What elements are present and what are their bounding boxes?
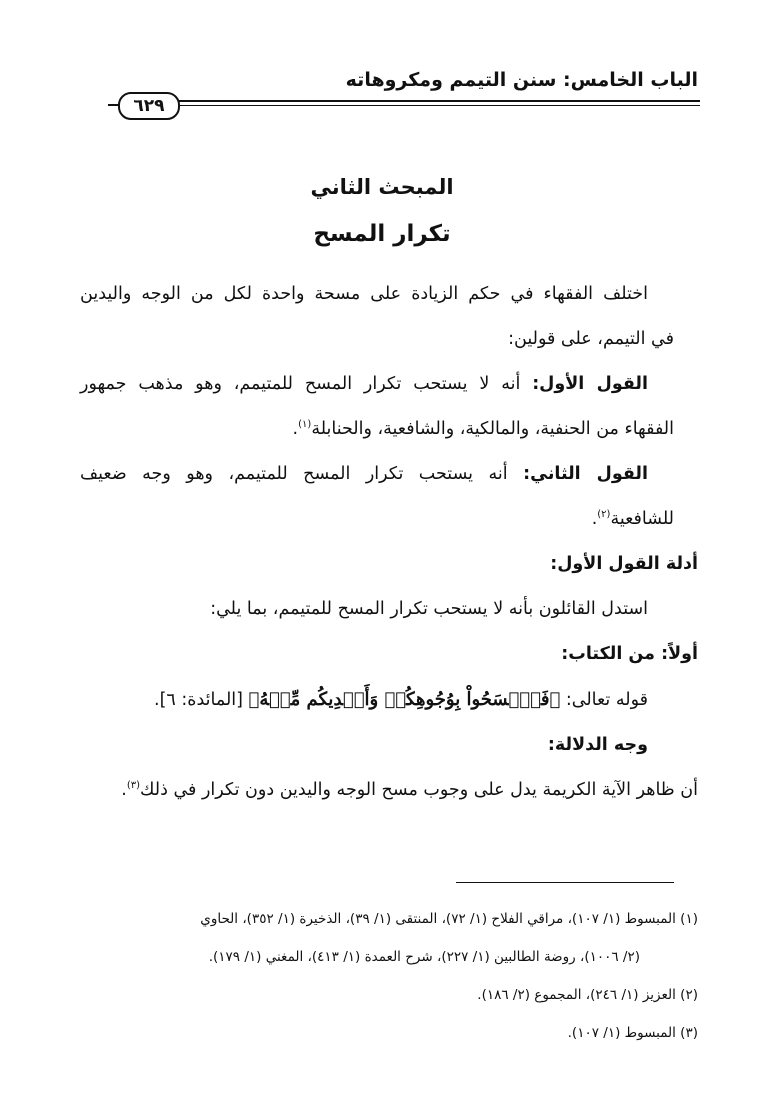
first-opinion-text-2: الفقهاء من الحنفية، والمالكية، والشافعية، والحنابلة	[311, 419, 674, 439]
second-opinion-line-2: للشافعية$^{(٢)}$.	[591, 509, 674, 529]
section-subtitle: تكرار المسح	[313, 221, 451, 247]
second-opinion-text-1: أنه يستحب تكرار المسح للمتيمم، وهو وجه ضعيف	[80, 464, 524, 484]
first-opinion-text-1: أنه لا يستحب تكرار المسح للمتيمم، وهو مذهب جمهور	[80, 374, 533, 394]
footnote-ref-3[interactable]: (٣)	[126, 780, 141, 792]
footnote-ref-2[interactable]: (٢)	[597, 509, 611, 521]
verse-line	[80, 677, 674, 723]
footnote-1-line-2: (٢/ ١٠٠٦)، روضة الطالبين (١/ ٢٢٧)، شرح العمدة (١/ ٤١٣)، المغني (١/ ١٧٩).	[208, 949, 640, 965]
quran-heading: أولاً: من الكتاب:	[561, 644, 698, 664]
inference-line: أن ظاهر الآية الكريمة يدل على وجوب مسح الوجه واليدين دون تكرار في ذلك$^{(٣)}$.	[121, 780, 698, 800]
page-number: ٦٢٩	[118, 92, 180, 120]
first-opinion-line-1	[80, 362, 674, 407]
footnote-2: (٢) العزيز (١/ ٢٤٦)، المجموع (٢/ ١٨٦).	[477, 987, 698, 1003]
main-text	[80, 272, 698, 813]
second-opinion-label: القول الثاني:	[523, 464, 648, 484]
intro-line-2: في التيمم، على قولين:	[508, 329, 674, 349]
intro-line-1: اختلف الفقهاء في حكم الزيادة على مسحة واحدة لكل من الوجه واليدين	[80, 284, 648, 304]
second-opinion-text-2: للشافعية	[610, 509, 674, 529]
section-title: المبحث الثاني	[310, 175, 454, 199]
inference-text: أن ظاهر الآية الكريمة يدل على وجوب مسح الوجه واليدين دون تكرار في ذلك	[140, 780, 698, 800]
footnote-ref-1[interactable]: (١)	[298, 419, 312, 431]
first-opinion-line-2: الفقهاء من الحنفية، والمالكية، والشافعية، والحنابلة$^{(١)}$.	[292, 419, 674, 439]
footnote-1-line-1: (١) المبسوط (١/ ١٠٧)، مراقي الفلاح (١/ ٧٢)، المنتقى (١/ ٣٩)، الذخيرة (١/ ٣٥٢)، الحاوي	[200, 911, 698, 927]
footnotes	[80, 900, 698, 1052]
quran-verse: ﴿فَٱمۡسَحُواْ بِوُجُوهِكُمۡ وَأَيۡدِيكُم مِّنۡهُ﴾	[248, 689, 561, 710]
header-rule	[178, 100, 700, 106]
footnote-3: (٣) المبسوط (١/ ١٠٧).	[567, 1025, 698, 1041]
second-opinion-line-1	[80, 452, 674, 497]
first-opinion-label: القول الأول:	[532, 374, 648, 394]
verse-citation: [المائدة: ٦].	[154, 690, 249, 710]
footnote-separator	[456, 882, 674, 883]
inference-heading: وجه الدلالة:	[547, 735, 648, 755]
verse-prefix: قوله تعالى:	[560, 690, 648, 710]
evidence-heading: أدلة القول الأول:	[550, 554, 698, 574]
running-head-chapter-title: الباب الخامس: سنن التيمم ومكروهاته	[345, 69, 698, 91]
evidence-intro: استدل القائلون بأنه لا يستحب تكرار المسح للمتيمم، بما يلي:	[210, 599, 648, 619]
